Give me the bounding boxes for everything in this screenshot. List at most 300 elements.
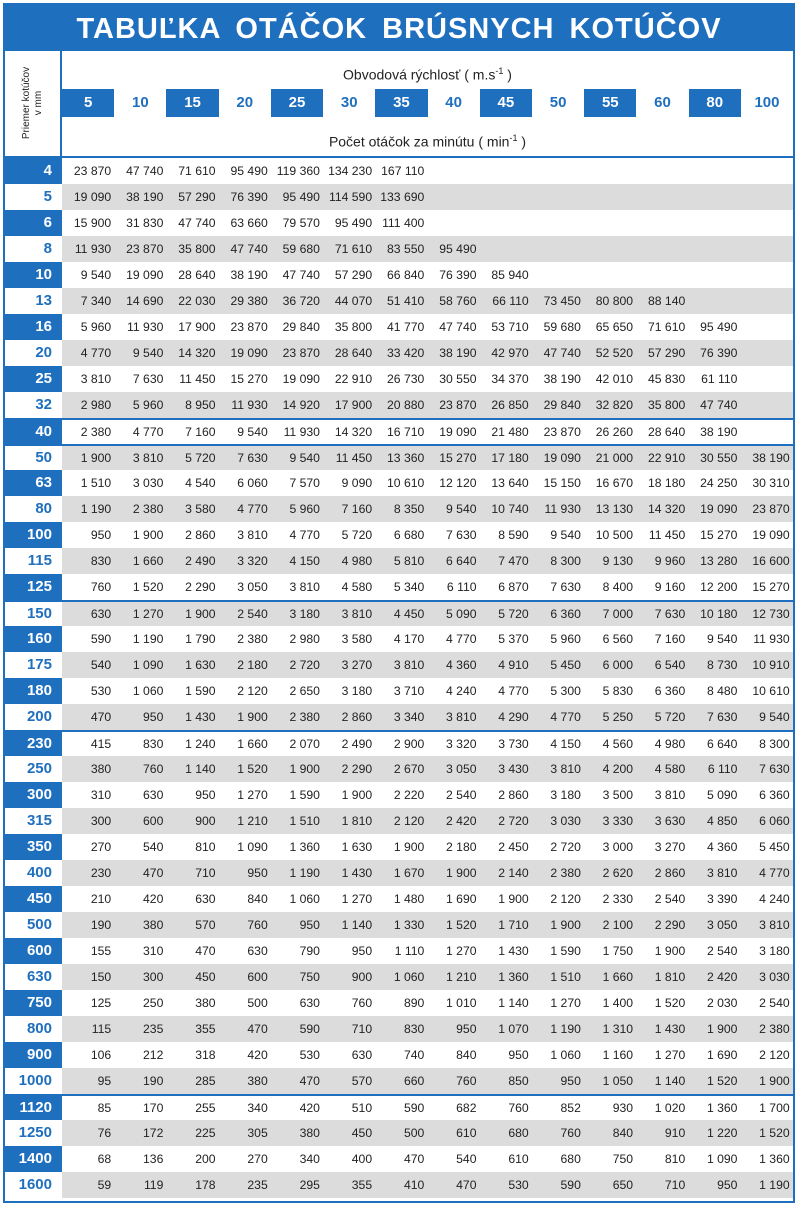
rpm-value: 420: [247, 1048, 268, 1062]
diameter-value: 32: [5, 392, 62, 418]
diameter-value: 5: [5, 184, 62, 210]
rpm-value: 760: [247, 918, 268, 932]
rpm-value: 830: [143, 737, 164, 751]
rpm-value: 4 770: [237, 502, 268, 516]
rpm-value: [480, 236, 532, 262]
rpm-value: 2 180: [446, 840, 477, 854]
rpm-value: 80 800: [595, 294, 634, 308]
rpm-value: 2 490: [341, 737, 373, 751]
table-row: [5, 782, 793, 808]
rpm-value: 3 580: [341, 632, 373, 646]
rpm-value: 150: [90, 970, 112, 984]
rpm-value: 910: [664, 1126, 686, 1140]
rpm-value: 1 270: [446, 944, 477, 958]
rpm-value: 5 090: [446, 607, 477, 621]
rpm-value: [636, 158, 688, 184]
table-row: [5, 444, 793, 470]
rpm-value: 38 190: [752, 451, 790, 465]
rpm-value: [636, 184, 688, 210]
rpm-value: 10 740: [491, 502, 529, 516]
rpm-value: 1 900: [237, 710, 268, 724]
rpm-value: 11 450: [648, 528, 686, 542]
rpm-value: 1 520: [759, 1126, 790, 1140]
rpm-value: 15 900: [73, 216, 112, 230]
diameter-value: 20: [5, 340, 62, 366]
rpm-value: 10 180: [700, 607, 738, 621]
diameter-value: 115: [5, 548, 62, 574]
rpm-value: [584, 158, 636, 184]
rpm-value: 950: [90, 528, 112, 542]
speed-header: [62, 51, 793, 89]
rpm-value: 13 360: [387, 451, 425, 465]
speed-value: 5: [62, 89, 114, 117]
rpm-value: 1 090: [132, 658, 164, 672]
rpm-header-sup: -1: [509, 133, 518, 143]
diameter-value: 300: [5, 782, 62, 808]
rpm-value: 5 720: [654, 710, 686, 724]
diameter-value: 1120: [5, 1096, 62, 1120]
rpm-value: 3 710: [393, 684, 425, 698]
rpm-value: 1 190: [550, 1022, 581, 1036]
rpm-value: 8 400: [602, 580, 634, 594]
rpm-value: 470: [143, 866, 164, 880]
rpm-value: 255: [195, 1101, 216, 1115]
rpm-value: [740, 236, 792, 262]
rpm-value: 2 450: [498, 840, 529, 854]
rpm-value: 4 150: [289, 554, 320, 568]
rpm-value: 2 030: [706, 996, 738, 1010]
rpm-value: 1 900: [80, 451, 112, 465]
rpm-value: 270: [247, 1152, 268, 1166]
diameter-value: 160: [5, 626, 62, 652]
rpm-value: 5 720: [185, 451, 216, 465]
rpm-value: 1 190: [80, 502, 112, 516]
rpm-value: 19 090: [230, 346, 268, 360]
rpm-value: 47 740: [230, 242, 268, 256]
rpm-value: 2 380: [80, 425, 112, 439]
rpm-value: 7 630: [550, 580, 581, 594]
rpm-value: 9 540: [446, 502, 477, 516]
rpm-value: 18 180: [647, 476, 686, 490]
rpm-value: 590: [90, 632, 112, 646]
rpm-value: 21 480: [491, 425, 529, 439]
rpm-value: 7 630: [132, 372, 164, 386]
rpm-value: [740, 392, 792, 418]
rpm-value: 12 120: [439, 476, 477, 490]
rpm-value: 650: [612, 1178, 634, 1192]
diameter-value: 125: [5, 574, 62, 600]
rpm-value: 1 750: [602, 944, 634, 958]
rpm-cells: [62, 808, 793, 834]
rpm-value: 15 270: [700, 528, 738, 542]
diameter-value: 25: [5, 366, 62, 392]
rpm-value: 1 810: [341, 814, 373, 828]
rpm-value: 11 930: [231, 398, 268, 412]
rpm-value: 66 840: [387, 268, 425, 282]
rpm-value: 5 250: [602, 710, 634, 724]
rpm-value: 1 060: [550, 1048, 581, 1062]
rpm-value: 212: [143, 1048, 164, 1062]
rpm-value: 750: [612, 1152, 634, 1166]
rpm-value: 3 030: [132, 476, 164, 490]
rpm-value: 22 030: [178, 294, 216, 308]
diameter-value: 13: [5, 288, 62, 314]
rpm-value: 114 590: [328, 190, 373, 204]
rpm-value: 310: [143, 944, 164, 958]
rpm-value: 33 420: [387, 346, 425, 360]
rpm-value: 4 770: [289, 528, 320, 542]
diameter-header: [21, 53, 45, 153]
rpm-value: 5 960: [132, 398, 164, 412]
rpm-value: 76 390: [439, 268, 477, 282]
rpm-value: 11 930: [753, 632, 790, 646]
rpm-value: 172: [143, 1126, 164, 1140]
rpm-value: 8 480: [706, 684, 738, 698]
rpm-value: 8 350: [393, 502, 425, 516]
rpm-value: 3 810: [550, 762, 581, 776]
rpm-value: 590: [403, 1101, 425, 1115]
rpm-value: 4 360: [446, 658, 477, 672]
rpm-value: 1 590: [289, 788, 320, 802]
rpm-value: 1 210: [237, 814, 268, 828]
rpm-value: 1 140: [185, 762, 216, 776]
rpm-value: 14 320: [647, 502, 686, 516]
rpm-value: 4 240: [446, 684, 477, 698]
rpm-value: 14 320: [334, 425, 373, 439]
rpm-value: 2 380: [132, 502, 164, 516]
rpm-value: 3 050: [237, 580, 268, 594]
rpm-value: 3 580: [185, 502, 216, 516]
rpm-value: 42 010: [595, 372, 634, 386]
rpm-value: 2 720: [550, 840, 581, 854]
rpm-cells: [62, 1042, 793, 1068]
diameter-value: 40: [5, 420, 62, 444]
rpm-value: 355: [195, 1022, 216, 1036]
rpm-value: 2 380: [550, 866, 581, 880]
rpm-value: 1 140: [498, 996, 529, 1010]
rpm-value: 42 970: [491, 346, 529, 360]
rpm-value: 600: [247, 970, 268, 984]
diameter-header-cell: [5, 51, 62, 158]
rpm-value: 380: [195, 996, 216, 1010]
rpm-value: 510: [351, 1101, 373, 1115]
rpm-value: 1 430: [341, 866, 373, 880]
rpm-value: 4 150: [550, 737, 581, 751]
speed-value: 35: [375, 89, 427, 117]
speed-value: 50: [532, 89, 584, 117]
rpm-value: 3 270: [341, 658, 373, 672]
rpm-value: 2 900: [393, 737, 425, 751]
rpm-value: 95 490: [700, 320, 738, 334]
rpm-value: 7 630: [654, 607, 686, 621]
diameter-value: 750: [5, 990, 62, 1016]
rpm-header-end: ): [517, 133, 527, 150]
rpm-value: 470: [456, 1178, 477, 1192]
diameter-value: 900: [5, 1042, 62, 1068]
rpm-cells: [62, 704, 793, 730]
speed-value: 40: [428, 89, 480, 117]
rpm-cells: [62, 860, 793, 886]
rpm-value: 24 250: [700, 476, 738, 490]
speed-value: 100: [741, 89, 793, 117]
rpm-value: 19 090: [752, 528, 790, 542]
rpm-cells: [62, 990, 793, 1016]
rpm-value: 1 900: [341, 788, 373, 802]
rpm-value: 470: [195, 944, 216, 958]
table-row: [5, 574, 793, 600]
rpm-value: 1 400: [602, 996, 634, 1010]
rpm-value: 680: [560, 1152, 581, 1166]
rpm-value: [740, 340, 792, 366]
rpm-value: 1 270: [132, 607, 164, 621]
rpm-value: 1 900: [446, 866, 477, 880]
rpm-table: [3, 3, 795, 1203]
rpm-value: 38 190: [230, 268, 268, 282]
rpm-cells: [62, 1016, 793, 1042]
rpm-cells: [62, 262, 793, 288]
rpm-value: 2 380: [237, 632, 268, 646]
rpm-value: 21 000: [595, 451, 634, 465]
rpm-value: 3 320: [446, 737, 477, 751]
rpm-cells: [62, 1146, 793, 1172]
rpm-value: 95 490: [334, 216, 373, 230]
rpm-value: 470: [403, 1152, 425, 1166]
rpm-cells: [62, 340, 793, 366]
rpm-cells: [62, 602, 793, 626]
rpm-value: 71 610: [178, 164, 216, 178]
rpm-value: 76 390: [230, 190, 268, 204]
rpm-value: 4 170: [393, 632, 425, 646]
rpm-value: 4 360: [706, 840, 738, 854]
diameter-value: 630: [5, 964, 62, 990]
rpm-value: 1 690: [446, 892, 477, 906]
rpm-value: 4 540: [185, 476, 216, 490]
diameter-value: 6: [5, 210, 62, 236]
rpm-value: 115: [91, 1022, 112, 1036]
rpm-cells: [62, 912, 793, 938]
rpm-value: 13 280: [700, 554, 738, 568]
page-title: TABUĽKA OTÁČOK BRÚSNYCH KOTÚČOV: [5, 5, 793, 51]
speed-value: 80: [689, 89, 741, 117]
rpm-value: 95 490: [439, 242, 477, 256]
rpm-value: 57 290: [334, 268, 373, 282]
rpm-value: 6 640: [446, 554, 477, 568]
rpm-value: 3 430: [498, 762, 529, 776]
rpm-value: 2 980: [80, 398, 112, 412]
table-row: [5, 626, 793, 652]
rpm-value: 380: [90, 762, 112, 776]
rpm-value: 1 810: [654, 970, 686, 984]
rpm-value: 6 360: [759, 788, 790, 802]
rpm-value: 14 320: [178, 346, 216, 360]
rpm-value: 950: [717, 1178, 738, 1192]
rpm-value: 3 050: [706, 918, 738, 932]
rpm-value: 9 540: [759, 710, 790, 724]
rpm-value: 2 860: [185, 528, 216, 542]
rpm-value: [532, 210, 584, 236]
rpm-value: 9 130: [602, 554, 634, 568]
rpm-value: 1 070: [498, 1022, 529, 1036]
diameter-header-line1: Priemer kotúčov: [21, 66, 32, 140]
rpm-value: 28 640: [647, 425, 686, 439]
rpm-value: 17 900: [334, 398, 373, 412]
rpm-value: 9 540: [289, 451, 320, 465]
rpm-value: 1 900: [393, 840, 425, 854]
rpm-value: 167 110: [381, 164, 425, 178]
rpm-value: 1 270: [341, 892, 373, 906]
diameter-value: 600: [5, 938, 62, 964]
rpm-cells: [62, 446, 793, 470]
rpm-value: 5 960: [550, 632, 581, 646]
rpm-value: [584, 262, 636, 288]
rpm-value: 1 140: [654, 1074, 686, 1088]
rpm-value: 47 740: [543, 346, 581, 360]
rpm-value: 1 330: [393, 918, 425, 932]
rpm-value: 5 810: [393, 554, 425, 568]
rpm-value: 2 180: [237, 658, 268, 672]
diameter-value: 16: [5, 314, 62, 340]
rpm-value: 950: [299, 918, 320, 932]
rpm-value: 31 830: [126, 216, 164, 230]
rpm-value: 170: [143, 1101, 164, 1115]
rpm-value: 178: [195, 1178, 216, 1192]
rpm-value: 2 120: [550, 892, 581, 906]
rpm-value: 1 160: [602, 1048, 634, 1062]
rpm-value: 2 720: [289, 658, 320, 672]
rpm-value: 6 640: [706, 737, 738, 751]
rpm-value: 1 060: [289, 892, 320, 906]
rpm-value: 6 110: [446, 580, 477, 594]
rpm-value: 1 020: [654, 1101, 686, 1115]
rpm-value: [688, 184, 740, 210]
rpm-value: 305: [247, 1126, 268, 1140]
rpm-value: 235: [247, 1178, 268, 1192]
rpm-value: 600: [143, 814, 164, 828]
rpm-value: 2 070: [289, 737, 320, 751]
rpm-value: 125: [90, 996, 112, 1010]
rpm-value: 570: [351, 1074, 373, 1088]
rpm-value: 26 850: [491, 398, 529, 412]
rpm-value: 3 180: [341, 684, 373, 698]
rpm-value: 1 360: [498, 970, 529, 984]
rpm-value: 3 810: [759, 918, 790, 932]
rpm-value: 760: [456, 1074, 477, 1088]
rpm-value: 540: [90, 658, 112, 672]
rpm-value: 2 290: [654, 918, 686, 932]
rpm-value: 420: [143, 892, 164, 906]
rpm-value: 17 900: [178, 320, 216, 334]
rpm-value: 5 830: [602, 684, 634, 698]
rpm-value: 3 340: [393, 710, 425, 724]
rpm-value: 840: [612, 1126, 634, 1140]
rpm-value: 500: [247, 996, 268, 1010]
table-row: [5, 990, 793, 1016]
rpm-value: 760: [90, 580, 112, 594]
diameter-value: 180: [5, 678, 62, 704]
rpm-value: 38 190: [439, 346, 477, 360]
rpm-value: 19 090: [282, 372, 320, 386]
rpm-value: 1 590: [185, 684, 216, 698]
speed-value: 30: [323, 89, 375, 117]
diameter-value: 230: [5, 732, 62, 756]
rpm-value: 2 100: [602, 918, 634, 932]
rpm-value: 29 840: [282, 320, 320, 334]
rpm-value: 1 510: [289, 814, 320, 828]
rpm-value: 9 090: [341, 476, 373, 490]
rpm-value: 2 980: [289, 632, 320, 646]
table-row: [5, 886, 793, 912]
rpm-value: 6 540: [654, 658, 686, 672]
rpm-value: 1 900: [289, 762, 320, 776]
rpm-value: 610: [456, 1126, 477, 1140]
rpm-value: 119: [143, 1178, 164, 1192]
rpm-value: 225: [195, 1126, 216, 1140]
rpm-value: 35 800: [647, 398, 686, 412]
rpm-value: 1 140: [341, 918, 373, 932]
rpm-value: 9 160: [654, 580, 686, 594]
rpm-value: 85: [97, 1101, 112, 1115]
rpm-value: 1 660: [132, 554, 164, 568]
rpm-value: 63 660: [230, 216, 268, 230]
rpm-value: 88 140: [647, 294, 686, 308]
rpm-value: 3 030: [550, 814, 581, 828]
rpm-value: [740, 210, 792, 236]
rpm-value: 10 500: [595, 528, 634, 542]
rpm-value: 760: [560, 1126, 581, 1140]
rpm-value: 14 690: [126, 294, 164, 308]
rpm-value: 32 820: [595, 398, 634, 412]
diameter-value: 500: [5, 912, 62, 938]
diameter-value: 1600: [5, 1172, 62, 1198]
diameter-value: 450: [5, 886, 62, 912]
rpm-value: [740, 314, 792, 340]
rpm-value: 230: [90, 866, 112, 880]
rpm-value: 6 060: [759, 814, 790, 828]
rpm-value: 355: [351, 1178, 373, 1192]
rpm-value: 1 480: [393, 892, 425, 906]
speed-header-sup: -1: [495, 66, 504, 76]
speed-value: 10: [114, 89, 166, 117]
rpm-value: [532, 262, 584, 288]
rpm-value: 2 290: [185, 580, 216, 594]
table-row: [5, 1042, 793, 1068]
rpm-value: 85 940: [491, 268, 529, 282]
rpm-value: 760: [508, 1101, 529, 1115]
rpm-value: 1 010: [446, 996, 477, 1010]
rpm-value: 34 370: [491, 372, 529, 386]
rpm-value: 5 370: [498, 632, 529, 646]
rpm-value: 300: [90, 814, 112, 828]
rpm-value: 1 360: [706, 1101, 738, 1115]
rpm-value: 13 640: [491, 476, 529, 490]
rpm-value: 6 870: [498, 580, 529, 594]
rpm-value: 8 730: [706, 658, 738, 672]
rpm-value: 65 650: [595, 320, 634, 334]
rpm-value: 3 500: [602, 788, 634, 802]
rpm-value: [688, 262, 740, 288]
table-row: [5, 808, 793, 834]
rpm-value: 14 920: [282, 398, 320, 412]
rpm-value: 3 630: [654, 814, 686, 828]
rpm-cells: [62, 420, 793, 444]
rpm-value: 4 850: [706, 814, 738, 828]
rpm-value: 2 620: [602, 866, 634, 880]
table-row: [5, 366, 793, 392]
rpm-value: 4 980: [654, 737, 686, 751]
rpm-value: 7 160: [654, 632, 686, 646]
rpm-value: 300: [143, 970, 164, 984]
rpm-value: 4 770: [80, 346, 112, 360]
